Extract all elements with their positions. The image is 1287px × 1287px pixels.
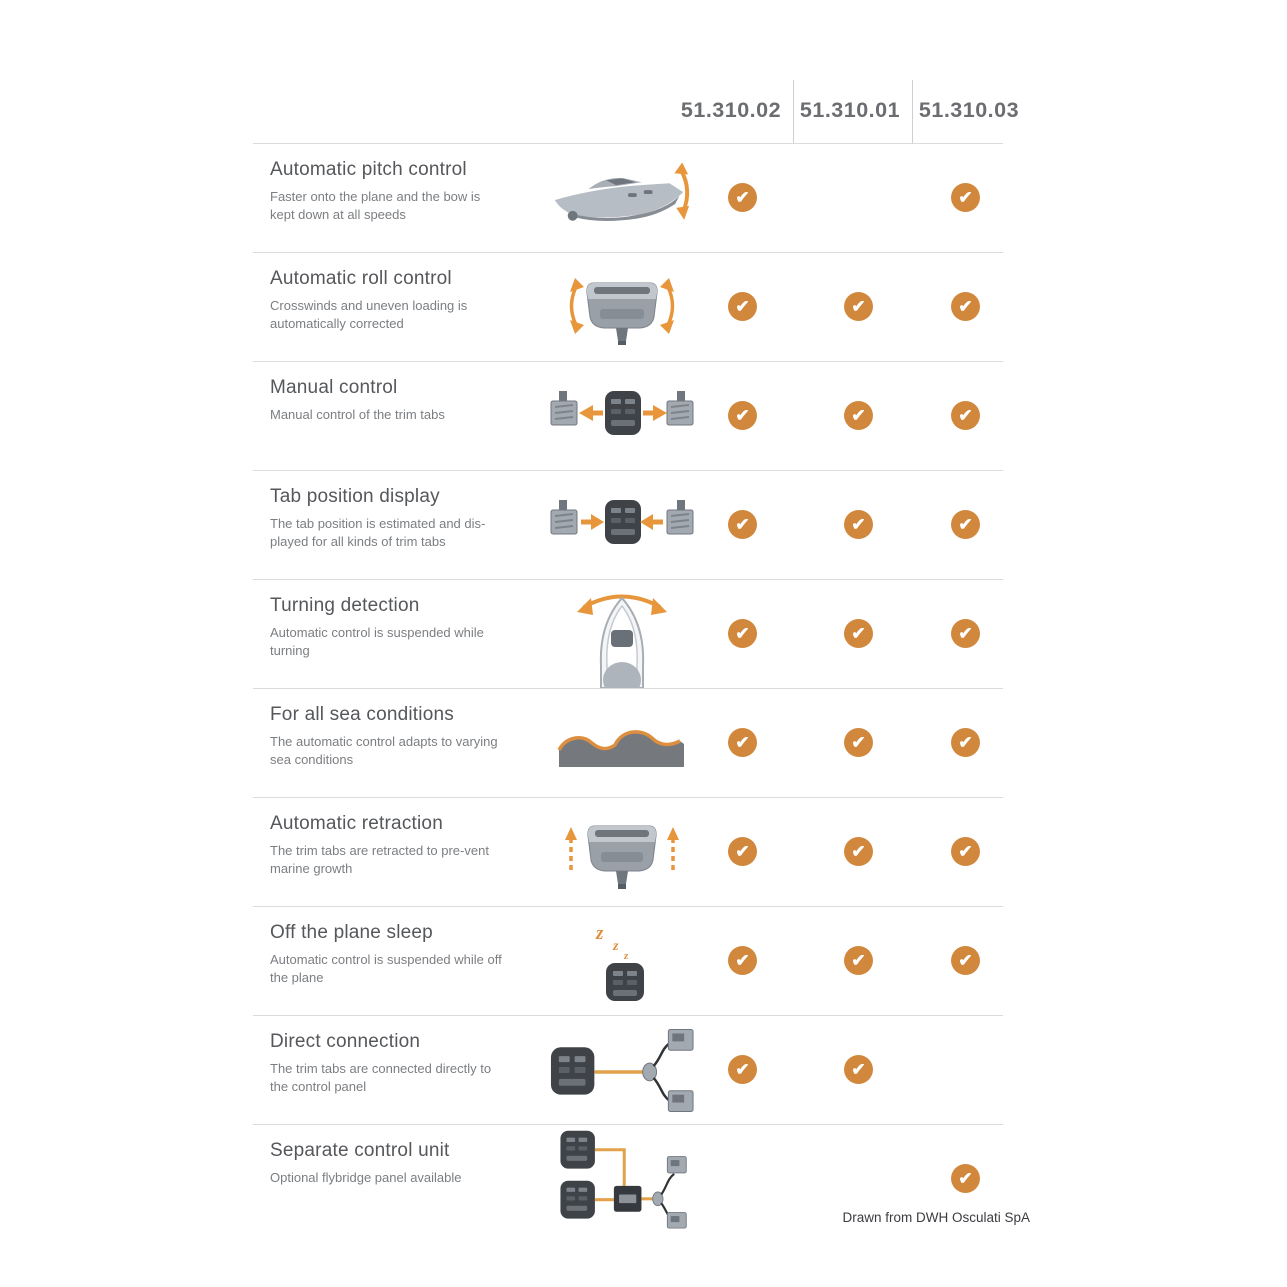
check-cell (844, 1164, 873, 1193)
product-column-header: 51.310.03 (918, 98, 1020, 122)
product-columns-header (253, 78, 1020, 143)
feature-description: Crosswinds and uneven loading is automatically corrected (270, 298, 468, 331)
check-cell: ✔ (951, 946, 980, 975)
check-cell: ✔ (728, 401, 757, 430)
check-cell: ✔ (844, 292, 873, 321)
boat-turning-icon (547, 580, 697, 688)
check-cell (844, 183, 873, 212)
feature-description: The trim tabs are retracted to pre-vent marine growth (270, 843, 489, 876)
table-row (253, 361, 1003, 470)
table-row (253, 1015, 1003, 1124)
check-cell: ✔ (951, 183, 980, 212)
manual-control-icon (547, 362, 697, 470)
feature-description: Manual control of the trim tabs (270, 407, 445, 422)
feature-title: Turning detection (270, 595, 420, 616)
check-cell: ✔ (728, 1055, 757, 1084)
check-cell: ✔ (951, 619, 980, 648)
feature-description: Automatic control is suspended while turning (270, 625, 484, 658)
check-cell (728, 1164, 757, 1193)
feature-title: Automatic roll control (270, 268, 452, 289)
feature-title: For all sea conditions (270, 704, 454, 725)
check-cell: ✔ (951, 401, 980, 430)
table-row (253, 143, 1003, 252)
column-divider (912, 80, 913, 143)
svg-text:z: z (624, 950, 629, 962)
tab-position-icon (547, 471, 697, 579)
auto-retraction-icon (547, 798, 697, 906)
feature-description: Optional flybridge panel available (270, 1170, 462, 1185)
check-cell: ✔ (844, 619, 873, 648)
check-cell: ✔ (951, 510, 980, 539)
table-row (253, 470, 1003, 579)
feature-title: Manual control (270, 377, 398, 398)
boat-pitch-icon (547, 144, 697, 252)
sea-waves-icon (547, 689, 697, 797)
svg-text:z: z (613, 939, 619, 954)
feature-title: Automatic retraction (270, 813, 443, 834)
check-cell: ✔ (951, 292, 980, 321)
check-cell: ✔ (728, 510, 757, 539)
feature-title: Off the plane sleep (270, 922, 433, 943)
table-row (253, 906, 1003, 1015)
check-cell (951, 1055, 980, 1084)
direct-connection-icon (547, 1016, 697, 1124)
check-cell: ✔ (844, 728, 873, 757)
check-cell: ✔ (728, 292, 757, 321)
check-cell: ✔ (951, 837, 980, 866)
feature-description: The automatic control adapts to varying sea conditions (270, 734, 498, 767)
separate-control-unit-icon (547, 1125, 697, 1233)
table-row (253, 797, 1003, 906)
feature-description: The trim tabs are connected directly to the control panel (270, 1061, 492, 1094)
boat-roll-icon (547, 253, 697, 361)
feature-title: Automatic pitch control (270, 159, 467, 180)
check-cell: ✔ (844, 837, 873, 866)
feature-table (253, 143, 1003, 1233)
check-cell: ✔ (844, 510, 873, 539)
table-row (253, 688, 1003, 797)
column-divider (793, 80, 794, 143)
check-cell: ✔ (728, 183, 757, 212)
check-cell: ✔ (951, 1164, 980, 1193)
sleep-mode-icon (547, 907, 697, 1015)
feature-description: Automatic control is suspended while off the plane (270, 952, 502, 985)
table-row (253, 579, 1003, 688)
feature-title: Tab position display (270, 486, 440, 507)
check-cell: ✔ (844, 401, 873, 430)
feature-title: Direct connection (270, 1031, 421, 1052)
product-column-header: 51.310.02 (680, 98, 782, 122)
check-cell: ✔ (844, 1055, 873, 1084)
check-cell: ✔ (728, 837, 757, 866)
feature-description: Faster onto the plane and the bow is kept down at all speeds (270, 189, 481, 222)
check-cell: ✔ (728, 728, 757, 757)
check-cell: ✔ (844, 946, 873, 975)
attribution-text: Drawn from DWH Osculati SpA (842, 1210, 1030, 1225)
check-cell: ✔ (951, 728, 980, 757)
check-cell: ✔ (728, 946, 757, 975)
feature-description: The tab position is estimated and dis-played for all kinds of trim tabs (270, 516, 486, 549)
feature-title: Separate control unit (270, 1140, 450, 1161)
check-cell: ✔ (728, 619, 757, 648)
product-column-header: 51.310.01 (799, 98, 901, 122)
table-row (253, 252, 1003, 361)
svg-text:z: z (596, 923, 604, 944)
